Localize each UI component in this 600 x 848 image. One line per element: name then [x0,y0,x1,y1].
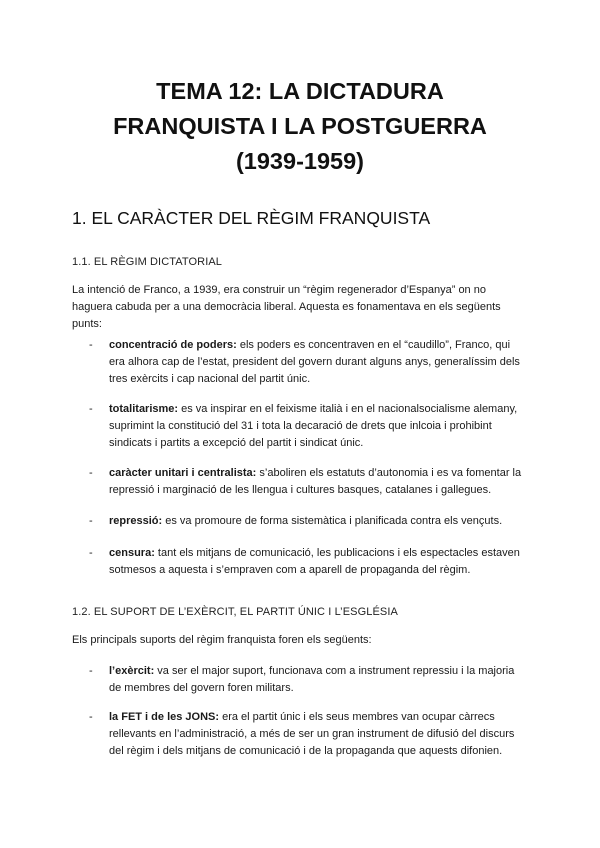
list-dash: - [89,515,93,527]
intro-paragraph-1-1: La intenció de Franco, a 1939, era construir un “règim regenerador d’Espanya” on no haguera cabuda per a una democràcia liberal. Aquesta es fonamentava en els següents punts: [72,284,501,330]
intro-paragraph-1-2: Els principals suports del règim franquista foren els següents: [72,634,372,646]
list-item-body: va ser el major suport, funcionava com a instrument repressiu i la majoria de membres del govern foren militars. [109,665,515,694]
list-item-term: la FET i de les JONS: [109,711,220,723]
list-item-term: concentració de poders: [109,339,237,351]
list-item-body: es va promoure de forma sistemàtica i planificada contra els vençuts. [162,515,503,527]
list-dash: - [89,665,93,677]
list-item-text [109,337,528,388]
list-dash: - [89,403,93,415]
list-item-text [109,709,528,760]
list-item-text [109,545,528,579]
list-item-text [109,513,528,530]
list-item-body: es va inspirar en el feixisme italià i en el nacionalsocialisme alemany, suprimint la constitució del 31 i tota la decaració de drets que inlcoia i prohibint sindicats i partits a excepció del partit i sindicat únic. [109,403,518,449]
list-dash: - [89,547,93,559]
title-line-2: FRANQUISTA I LA POSTGUERRA [113,113,487,139]
list-item-term: repressió: [109,515,163,527]
subsection-heading-1-1: 1.1. EL RÈGIM DICTATORIAL [72,256,223,268]
list-dash: - [89,339,93,351]
list-item-body: els poders es concentraven en el “caudillo”, Franco, qui era alhora cap de l’estat, president del govern durant alguns anys, generalíssim dels tres exèrcits i cap nacional del partit únic. [109,339,520,385]
list-item-text [109,401,528,452]
list-item-term: totalitarisme: [109,403,179,415]
list-item-text [109,465,528,499]
section-heading: 1. EL CARÀCTER DEL RÈGIM FRANQUISTA [72,208,431,228]
list-item-term: l’exèrcit: [109,665,155,677]
list-dash: - [89,467,93,479]
list-dash: - [89,711,93,723]
list-item-body: tant els mitjans de comunicació, les publicacions i els espectacles estaven sotmesos a aquesta i s’empraven com a aparell de propaganda del règim. [109,547,520,576]
document-title [60,74,540,179]
title-line-3: (1939-1959) [235,148,365,174]
list-item-body: s’aboliren els estatuts d’autonomia i es va fomentar la repressió i marginació de les llengua i cultures basques, catalanes i gallegues. [109,467,522,496]
list-item-term: censura: [109,547,155,559]
list-item-text [109,663,528,697]
list-item-term: caràcter unitari i centralista: [109,467,257,479]
subsection-heading-1-2: 1.2. EL SUPORT DE L’EXÈRCIT, EL PARTIT ÚNIC I L’ESGLÉSIA [72,606,398,618]
list-item-body: era el partit únic i els seus membres van ocupar càrrecs rellevants en l’administració, a més de ser un gran instrument de difusió del discurs del règim i dels mitjans de comunicació i de la propaganda que aquests difonien. [109,711,515,757]
title-line-1: TEMA 12: LA DICTADURA [156,78,444,104]
